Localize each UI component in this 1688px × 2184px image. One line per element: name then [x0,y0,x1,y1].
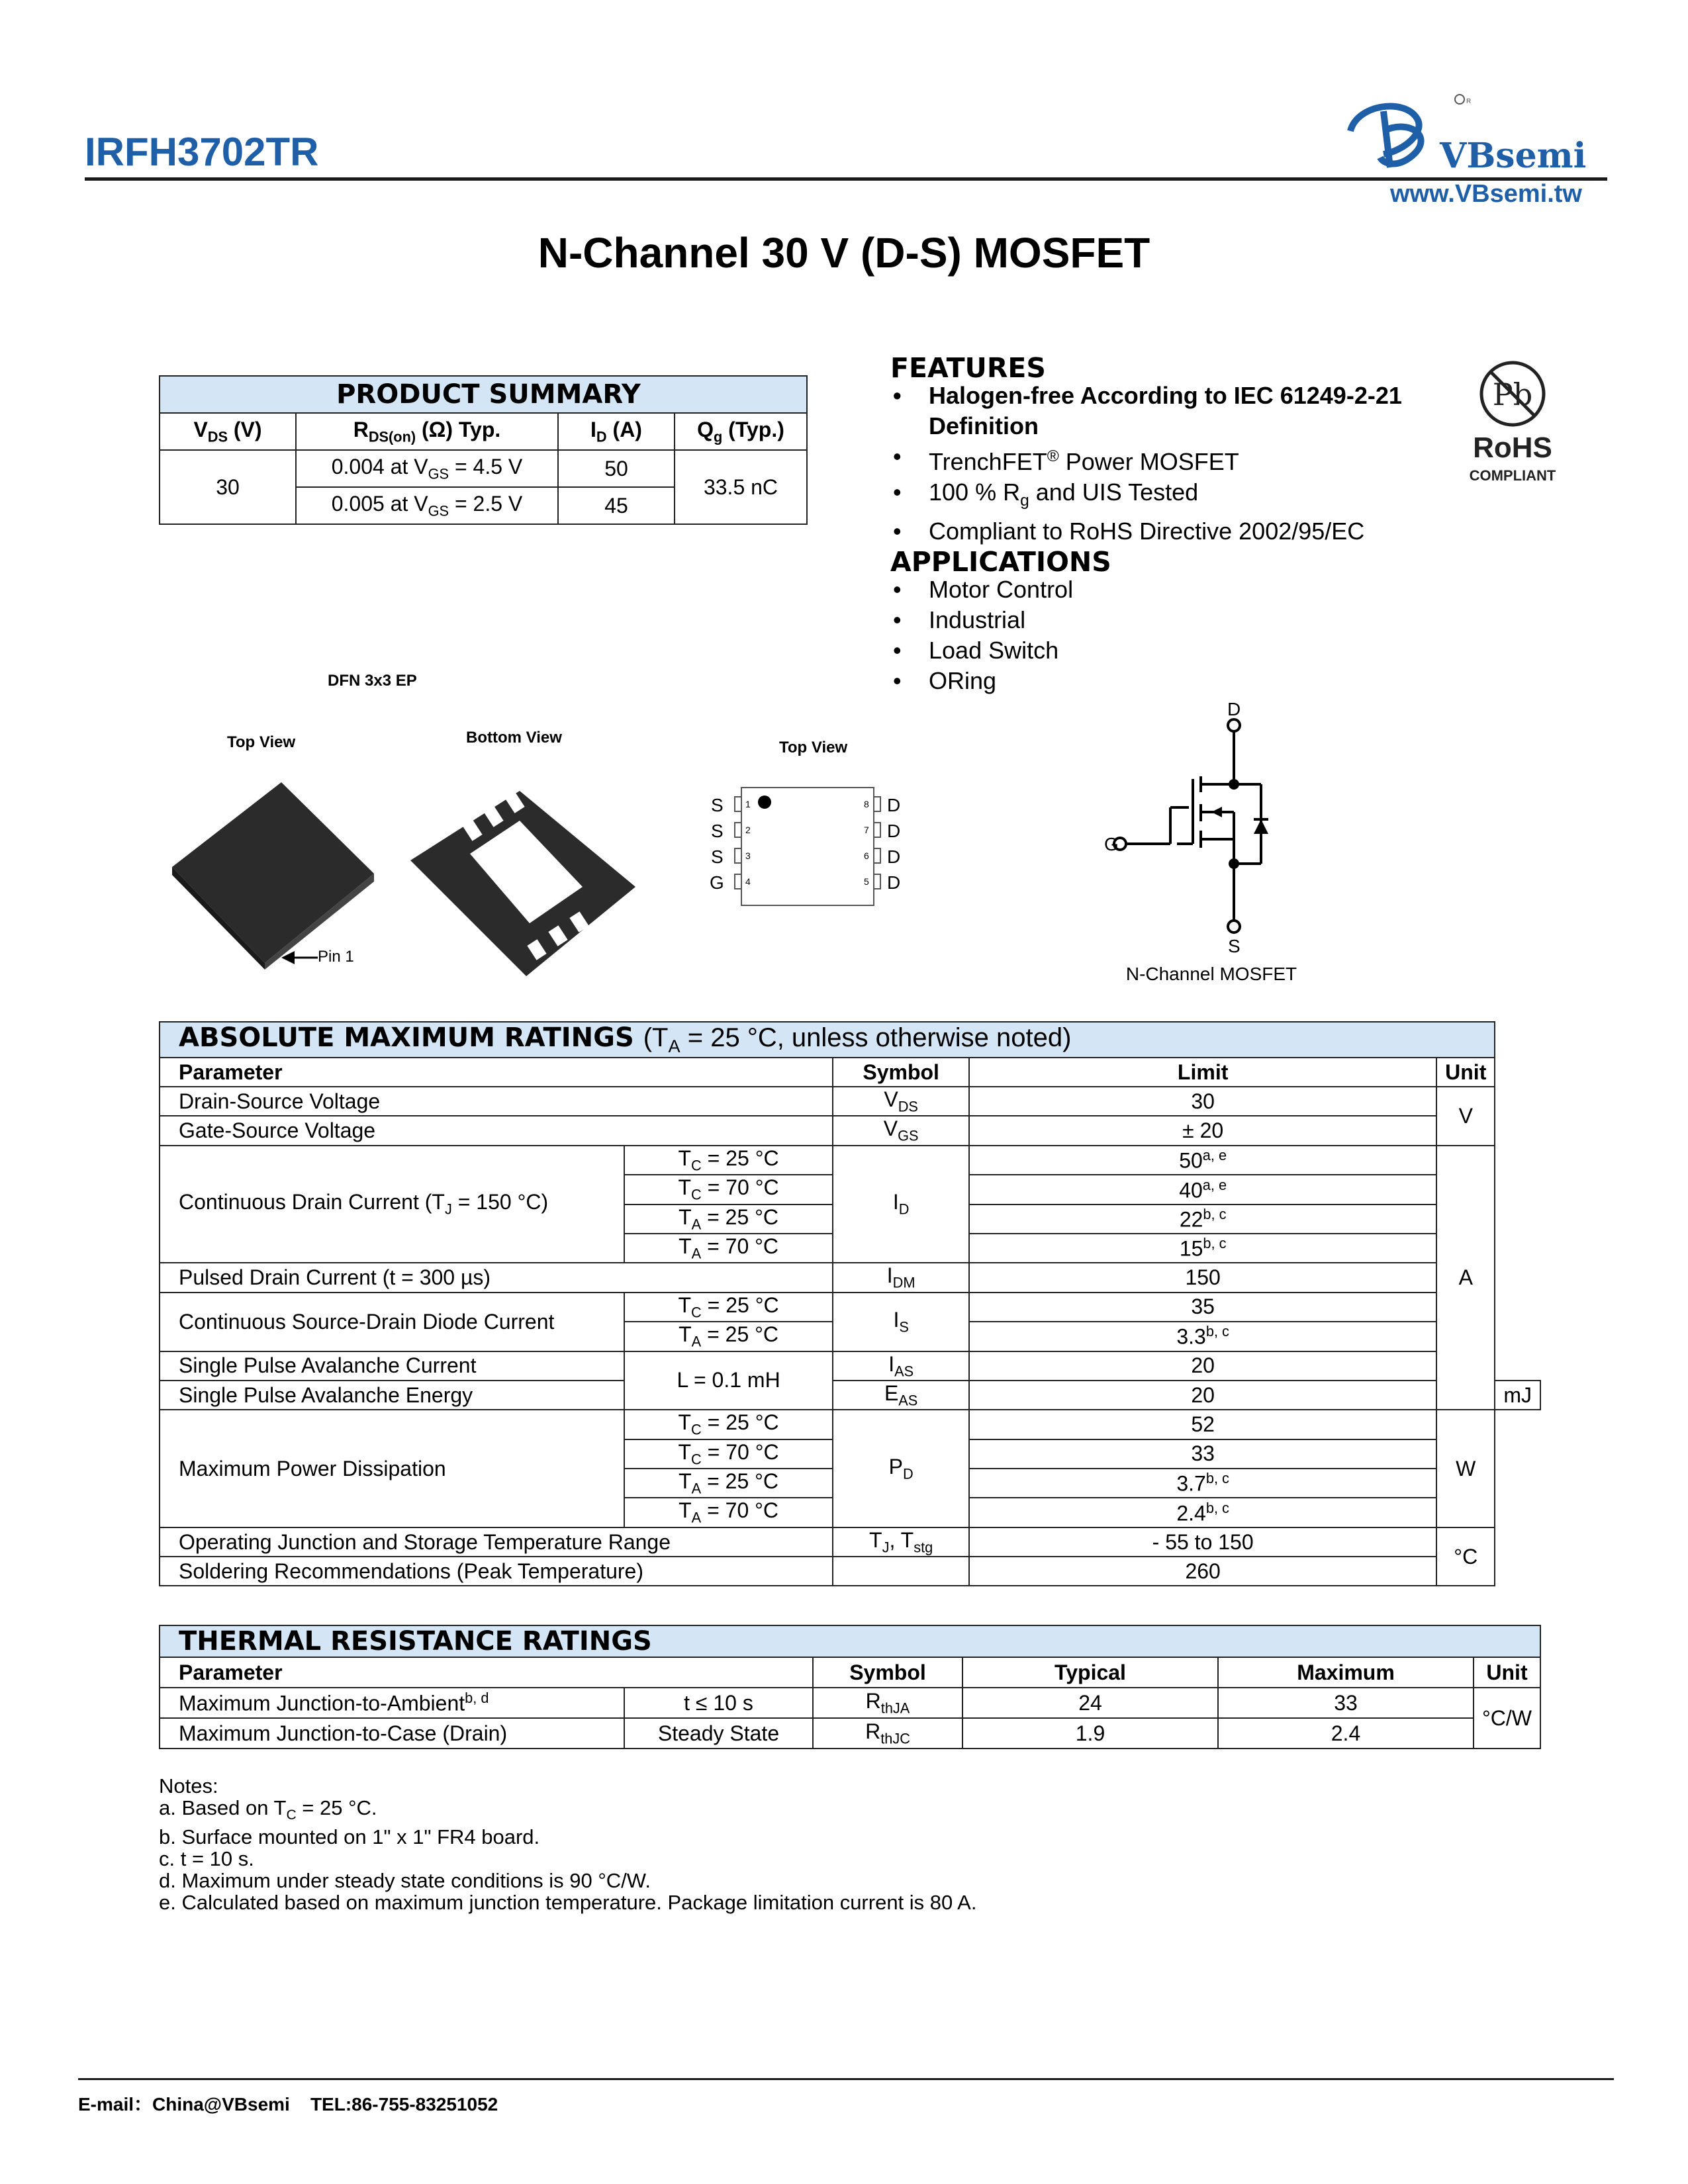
svg-text:7: 7 [864,825,869,835]
amr-col-limit: Limit [969,1058,1436,1087]
top-view-label: Top View [227,733,296,751]
package-bottom-image [407,788,639,986]
note-item: a. Based on $T_C = 25$ °C. [159,1796,377,1823]
features-heading: FEATURES [890,352,1046,384]
col-rds: $R_{DS(on)}$ (Ω) Typ. [296,413,558,450]
vds-value: 30 [160,450,296,524]
trr-heading: THERMAL RESISTANCE RATINGS [160,1625,1540,1657]
applications-heading: APPLICATIONS [890,546,1111,578]
table-row: Maximum Junction-to-Ambient$^{b, d}$ t ≤ 10 s $R_{thJA}$ 24 33 °C/W [160,1688,1540,1718]
svg-text:2: 2 [745,825,751,835]
table-row: Soldering Recommendations (Peak Temperature) 260 [160,1557,1540,1586]
table-row: $T_C = 70$ °C 40$^{a, e}$ [160,1175,1540,1204]
table-row: $T_A = 70$ °C 2.4$^{b, c}$ [160,1498,1540,1527]
id-row-1: 50 [558,450,675,487]
svg-text:5: 5 [864,876,869,887]
application-item: • ORing [890,666,1354,696]
mosfet-schematic [1104,698,1311,963]
note-item: c. t = 10 s. [159,1847,254,1871]
feature-item: • TrenchFET® Power MOSFET [890,441,1486,477]
trr-col-typ: Typical [962,1657,1218,1688]
footer-rule [78,2078,1614,2080]
amr-heading: ABSOLUTE MAXIMUM RATINGS ($T_A = 25$ °C, unless otherwise noted) [160,1022,1495,1058]
table-row: Maximum Power Dissipation $T_C = 25$ °C $P_D$ 52 W [160,1410,1540,1439]
trr-col-unit: Unit [1474,1657,1540,1688]
trr-col-symbol: Symbol [813,1657,962,1688]
rds-row-2: 0.005 at $V_{GS} = 2.5$ V [296,487,558,524]
svg-text:1: 1 [745,799,751,809]
feature-item: • Halogen-free According to IEC 61249-2-21 Definition [890,381,1486,441]
col-vds: $V_{DS}$ (V) [160,413,296,450]
svg-text:8: 8 [864,799,869,809]
svg-text:G: G [1104,834,1119,854]
table-row: Gate-Source Voltage $V_{GS}$ ± 20 [160,1116,1540,1145]
table-row: $T_A = 70$ °C 15$^{b, c}$ [160,1234,1540,1263]
table-row: Continuous Drain Current ($T_J = 150$ °C) $T_C = 25$ °C $I_D$ 50$^{a, e}$ A [160,1146,1540,1175]
table-row: Single Pulse Avalanche Energy $E_{AS}$ 20 mJ [160,1381,1540,1410]
rohs-compliant: COMPLIANT [1469,467,1556,484]
table-row: $T_C = 70$ °C 33 [160,1439,1540,1469]
note-item: b. Surface mounted on 1" x 1" FR4 board. [159,1825,540,1849]
svg-text:S: S [1228,936,1241,956]
svg-text:S: S [711,846,724,867]
application-item: • Industrial [890,605,1354,635]
svg-text:D: D [887,872,901,893]
trr-col-param: Parameter [160,1657,813,1688]
col-id: $I_D$ (A) [558,413,675,450]
pinout-view-label: Top View [779,739,848,756]
id-row-2: 45 [558,487,675,524]
table-row: $T_A = 25$ °C 3.3$^{b, c}$ [160,1322,1540,1351]
svg-text:S: S [711,821,724,841]
table-row: $T_A = 25$ °C 3.7$^{b, c}$ [160,1469,1540,1498]
amr-col-symbol: Symbol [833,1058,969,1087]
table-row: Operating Junction and Storage Temperature Range $T_J$, $T_{stg}$ - 55 to 150 °C [160,1527,1540,1557]
rohs-label: RoHS [1473,432,1552,464]
col-qg: $Q_g$ (Typ.) [675,413,807,450]
rds-row-1: 0.004 at $V_{GS} = 4.5$ V [296,450,558,487]
amr-col-unit: Unit [1436,1058,1495,1087]
qg-value: 33.5 nC [675,450,807,524]
absolute-max-ratings-table [159,1021,1541,1586]
features-list [890,381,1486,547]
thermal-resistance-table [159,1625,1541,1749]
svg-text:D: D [887,821,901,841]
table-row: Single Pulse Avalanche Current L = 0.1 mH $I_{AS}$ 20 [160,1351,1540,1381]
application-item: • Load Switch [890,635,1354,666]
table-row: Pulsed Drain Current (t = 300 µs) $I_{DM}$ 150 [160,1263,1540,1292]
pin1-label: Pin 1 [318,948,354,966]
svg-text:D: D [887,846,901,867]
applications-list [890,574,1354,696]
svg-text:S: S [711,795,724,815]
footer-contact: E-mail：China@VBsemi TEL:86-755-83251052 [78,2094,498,2115]
pb-free-icon [1476,357,1549,430]
svg-text:3: 3 [745,850,751,861]
table-row: $T_A = 25$ °C 22$^{b, c}$ [160,1205,1540,1234]
vbsemi-logo [1344,91,1609,177]
package-name: DFN 3x3 EP [328,672,417,690]
header-rule [85,177,1607,181]
note-item: d. Maximum under steady state conditions is 90 °C/W. [159,1869,651,1893]
bottom-view-label: Bottom View [466,729,562,747]
amr-col-param: Parameter [160,1058,833,1087]
note-item: e. Calculated based on maximum junction temperature. Package limitation current is 80 A. [159,1891,977,1915]
feature-item: • 100 % $R_g$ and UIS Tested [890,477,1486,516]
svg-text:R: R [1466,98,1472,105]
schematic-caption: N-Channel MOSFET [1125,964,1297,984]
website-link[interactable]: www.VBsemi.tw [1390,180,1582,208]
notes-title: Notes: [159,1774,218,1797]
svg-text:4: 4 [745,876,751,887]
application-item: • Motor Control [890,574,1354,605]
product-summary-table [159,375,808,525]
page-title: N-Channel 30 V (D-S) MOSFET [538,229,1150,277]
feature-item: • Compliant to RoHS Directive 2002/95/EC [890,516,1486,547]
svg-text:Pb: Pb [1492,377,1533,412]
svg-text:G: G [710,872,724,893]
part-number: IRFH3702TR [85,130,319,174]
svg-text:D: D [887,795,901,815]
package-top-image [159,774,377,973]
svg-text:6: 6 [864,850,869,861]
trr-col-max: Maximum [1218,1657,1474,1688]
brand-name: VBsemi [1440,136,1587,176]
table-row: Continuous Source-Drain Diode Current $T_C = 25$ °C $I_S$ 35 [160,1293,1540,1322]
product-summary-heading: PRODUCT SUMMARY [160,376,807,413]
notes [159,1775,976,1913]
svg-text:D: D [1227,699,1241,719]
table-row: Maximum Junction-to-Case (Drain) Steady State $R_{thJC}$ 1.9 2.4 [160,1718,1540,1749]
pinout-diagram [702,781,914,913]
table-row: Drain-Source Voltage $V_{DS}$ 30 V [160,1087,1540,1116]
